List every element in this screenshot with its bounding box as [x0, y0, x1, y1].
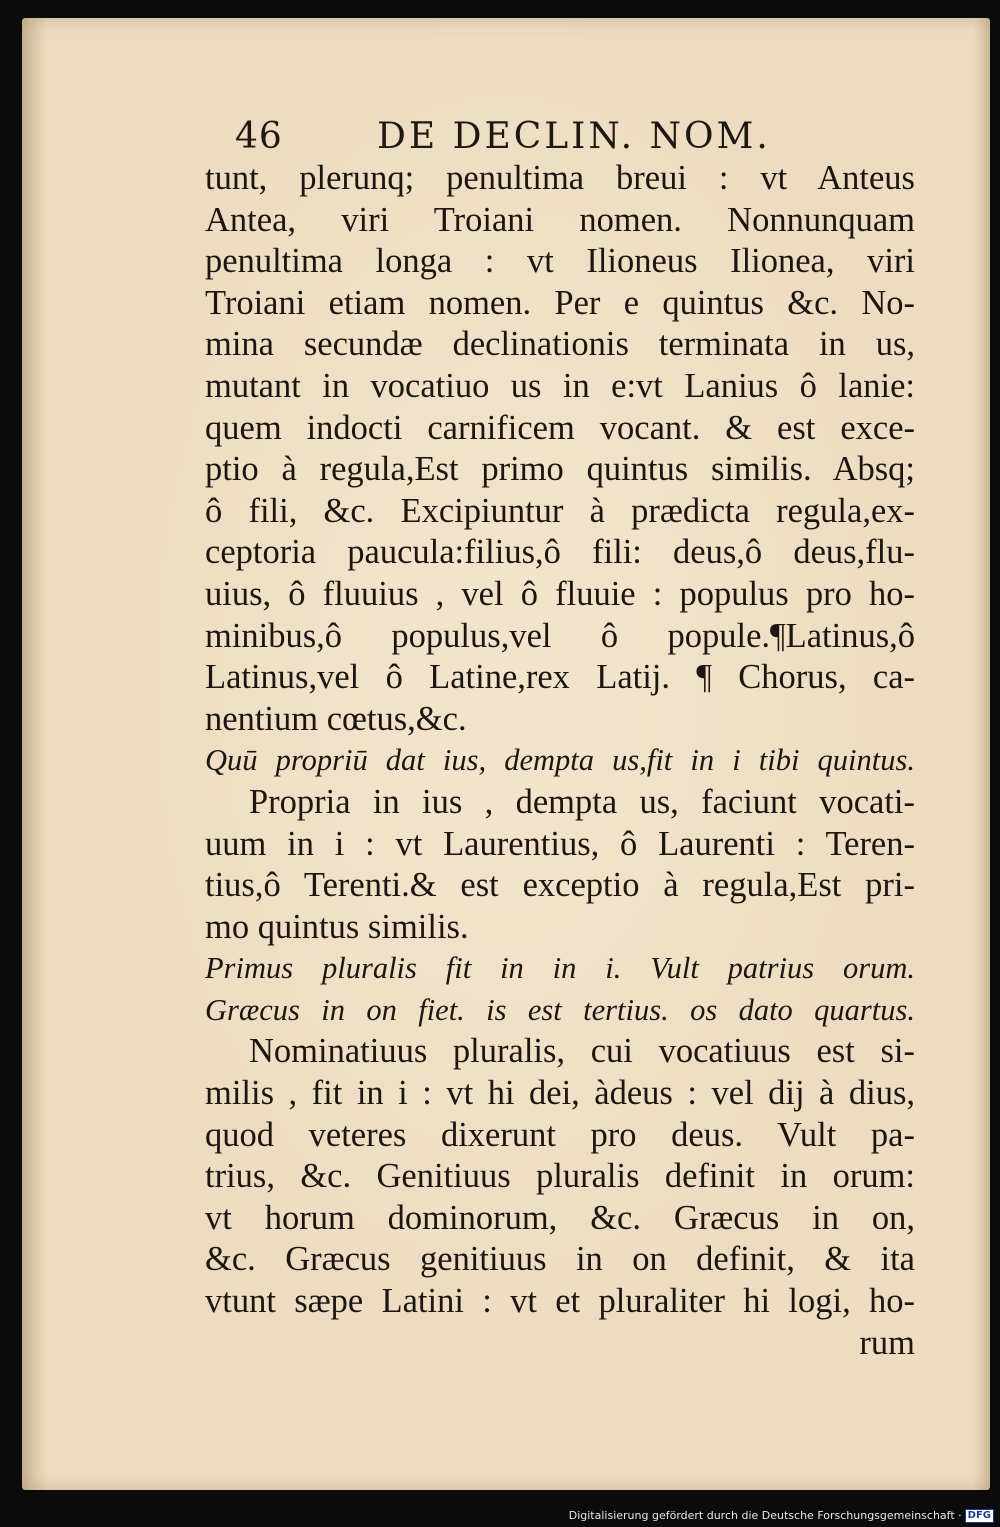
text-line: minibus,ô populus,vel ô popule.¶Latinus,ô [205, 616, 915, 655]
text-line: uum in i : vt Laurentius, ô Laurenti : Teren- [205, 824, 915, 863]
text-line: milis , fit in i : vt hi dei, àdeus : vel dij à dius, [205, 1074, 915, 1113]
verse-rule: Quū propriū dat ius, dempta us,fit in i tibi quintus. [205, 743, 915, 778]
catchword: rum [859, 1323, 915, 1362]
text-line: Propria in ius , dempta us, faciunt vocati- [249, 782, 915, 821]
text-line: uius, ô fluuius , vel ô fluuie : populus pro ho- [205, 574, 915, 613]
text-line: trius, &c. Genitiuus pluralis definit in orum: [205, 1157, 915, 1196]
text-block [205, 158, 915, 1364]
text-line: mutant in vocatiuo us in e:vt Lanius ô lanie: [205, 366, 915, 405]
text-line: mina secundæ declinationis terminata in us, [205, 325, 915, 364]
text-line: mo quintus similis. [205, 907, 469, 946]
text-line: nentium cœtus,&c. [205, 699, 467, 738]
text-line: ptio à regula,Est primo quintus similis. Absq; [205, 450, 915, 489]
text-line: vt horum dominorum, &c. Græcus in on, [205, 1198, 915, 1237]
text-line: vtunt sæpe Latini : vt et pluraliter hi logi, ho- [205, 1282, 915, 1321]
text-line: quem indocti carnificem vocant. & est exce- [205, 408, 915, 447]
text-line: ô fili, &c. Excipiuntur à prædicta regula,ex- [205, 491, 915, 530]
text-line: penultima longa : vt Ilioneus Ilionea, viri [205, 242, 915, 281]
text-line: Antea, viri Troiani nomen. Nonnunquam [205, 200, 915, 239]
verse-rule: Primus pluralis fit in in i. Vult patrius orum. [205, 951, 915, 986]
text-line: Troiani etiam nomen. Per e quintus &c. No- [205, 283, 915, 322]
running-head: DE DECLIN. NOM. [377, 116, 771, 157]
credit-text: Digitalisierung gefördert durch die Deutsche Forschungsgemeinschaft · [568, 1509, 962, 1522]
digitization-credit [569, 1509, 994, 1523]
text-line: tius,ô Terenti.& est exceptio à regula,Est pri- [205, 866, 915, 905]
text-line: Nominatiuus pluralis, cui vocatiuus est si- [249, 1032, 915, 1071]
verse-rule: Græcus in on fiet. is est tertius. os dato quartus. [205, 992, 915, 1027]
text-line: &c. Græcus genitiuus in on definit, & ita [205, 1240, 915, 1279]
text-line: quod veteres dixerunt pro deus. Vult pa- [205, 1115, 915, 1154]
text-line: tunt, plerunq; penultima breui : vt Anteus [205, 159, 915, 197]
dfg-logo-icon: DFG [965, 1509, 994, 1523]
text-line: Latinus,vel ô Latine,rex Latij. ¶ Chorus, ca- [205, 658, 915, 697]
text-line: ceptoria paucula:filius,ô fili: deus,ô deus,flu- [205, 533, 915, 572]
page-number: 46 [235, 116, 283, 157]
